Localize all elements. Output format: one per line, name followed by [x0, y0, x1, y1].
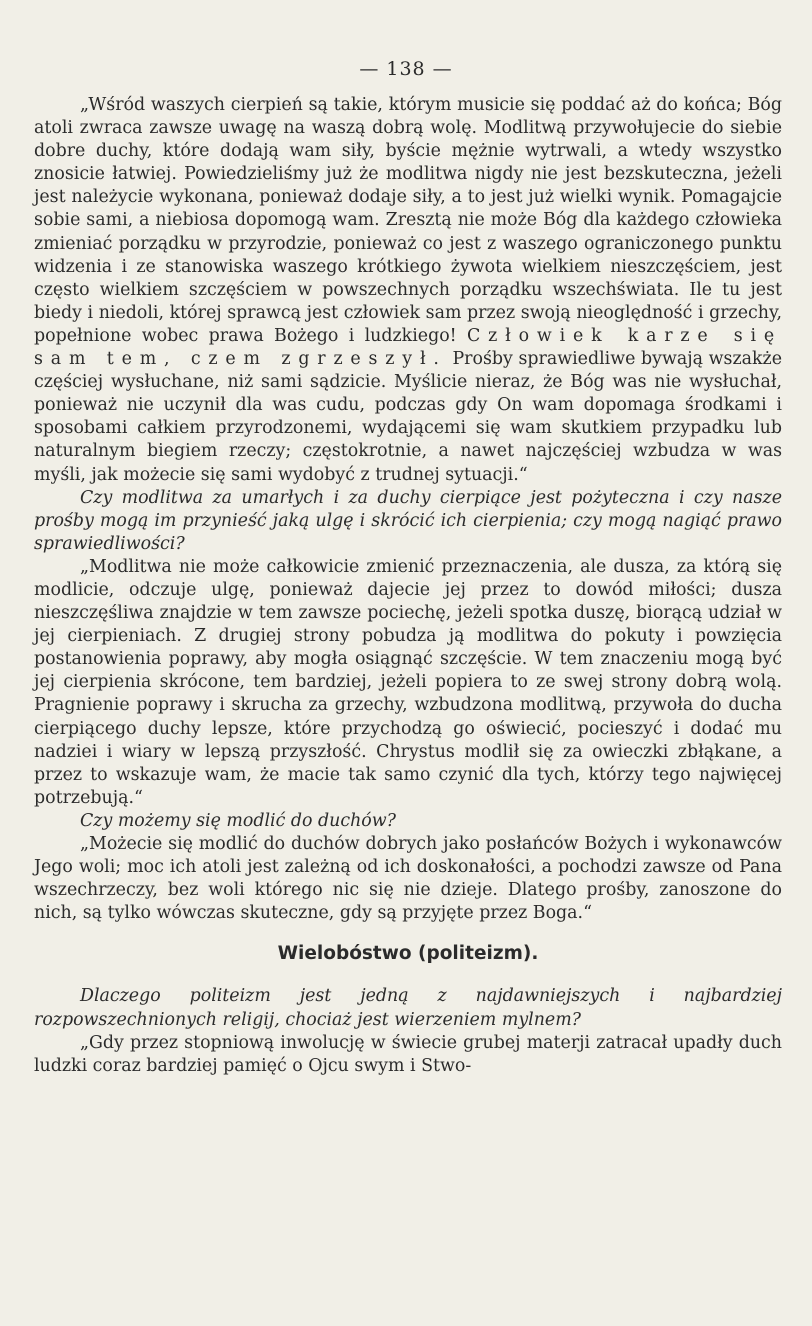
answer-polytheism: „Gdy przez stopniową inwolucję w świecie grubej materji zatracał upadły duch ludzki coraz bardziej pamięć o Ojcu swym i Stwo- — [34, 1032, 782, 1076]
spaced-emphasis: Człowiek karze się sam tem, czem zgrzeszył. — [34, 325, 782, 370]
paragraph-answer-prayer-suffering — [34, 94, 782, 487]
answer-text-continued: Prośby sprawiedliwe bywają wszakże częściej wysłuchane, niż sami sądzicie. Myślicie nieraz, że Bóg was nie wysłuchał, ponieważ nie uczynił dla was cudu, podczas gdy On wam dopomaga środkami i sposobami całkiem przyrodzonemi, wydającemi się wam skutkiem przypadku lub naturalnym biegiem rzeczy; częstokrotnie, a nawet najczęściej wzbudza w was myśli, jak możecie się sami wydobyć z trudnej sytuacji.“ — [34, 349, 782, 485]
section-heading: Wielobóstwo (politeizm). — [277, 943, 539, 965]
question-polytheism: Dlaczego politeizm jest jedną z najdawniejszych i najbardziej rozpowszechnionych religij, chociaż jest wierzeniem mylnem? — [34, 986, 782, 1030]
answer-text: „Wśród waszych cierpień są takie, którym musicie się poddać aż do końca; Bóg atoli zwraca zawsze uwagę na waszą dobrą wolę. Modlitwą przywołujecie do siebie dobre duchy, które dodają wam siły, byście mężnie wytrwali, a wtedy wszystko znosicie łatwiej. Powiedzieliśmy już że modlitwa nigdy nie jest bezskuteczna, jeżeli jest należycie wykonana, ponieważ dodaje siły, a to jest już wielki wynik. Pomagajcie sobie sami, a niebiosa dopomogą wam. Zresztą nie może Bóg dla każdego człowieka zmieniać porządku w przyrodzie, ponieważ co jest z waszego ograniczonego punktu widzenia i ze stanowiska waszego krótkiego żywota wielkiem nieszczęściem, jest często wielkiem szczęściem w powszechnych porządku wszechświata. Ile tu jest biedy i niedoli, której sprawcą jest człowiek sam przez swoją nieoględność i grzechy, popełnione wobec prawa Bożego i ludzkiego! — [34, 95, 782, 346]
page-text — [34, 94, 782, 1078]
question-prayer-for-dead: Czy modlitwa za umarłych i za duchy cierpiące jest pożyteczna i czy nasze prośby mogą im przynieść jaką ulgę i skrócić ich cierpienia; czy mogą nagiąć prawo sprawiedliwości? — [34, 487, 782, 554]
question-pray-to-spirits: Czy możemy się modlić do duchów? — [80, 810, 396, 831]
answer-pray-to-spirits: „Możecie się modlić do duchów dobrych jako posłańców Bożych i wykonawców Jego woli; moc ich atoli jest zależną od ich doskonałości, a pochodzi zawsze od Pana wszechrzeczy, bez woli którego nic się nie dzieje. Dlatego prośby, zanoszone do nich, są tylko wówczas skuteczne, gdy są przyjęte przez Boga.“ — [34, 834, 782, 924]
page-number: — 138 — — [359, 58, 453, 80]
answer-prayer-for-dead: „Modlitwa nie może całkowicie zmienić przeznaczenia, ale dusza, za którą się modlicie, odczuje ulgę, ponieważ dajecie jej przez to dowód miłości; dusza nieszczęśliwa znajdzie w tem zawsze pociechę, jeżeli spotka duszę, biorącą udział w jej cierpieniach. Z drugiej strony pobudza ją modlitwa do pokuty i powzięcia postanowienia poprawy, aby mogła osiągnąć szczęście. W tem znaczeniu mogą być jej cierpienia skrócone, tem bardziej, jeżeli popiera to ze swej strony dobrą wolą. Pragnienie poprawy i skrucha za grzechy, wzbudzona modlitwą, przywoła do ducha cierpiącego duchy lepsze, które przychodzą go oświecić, pocieszyć i dodać mu nadziei i wiary w lepszą przyszłość. Chrystus modlił się za owieczki zbłąkane, a przez to wskazuje wam, że macie tak samo czynić dla tych, którzy tego najwięcej potrzebują.“ — [34, 556, 782, 808]
